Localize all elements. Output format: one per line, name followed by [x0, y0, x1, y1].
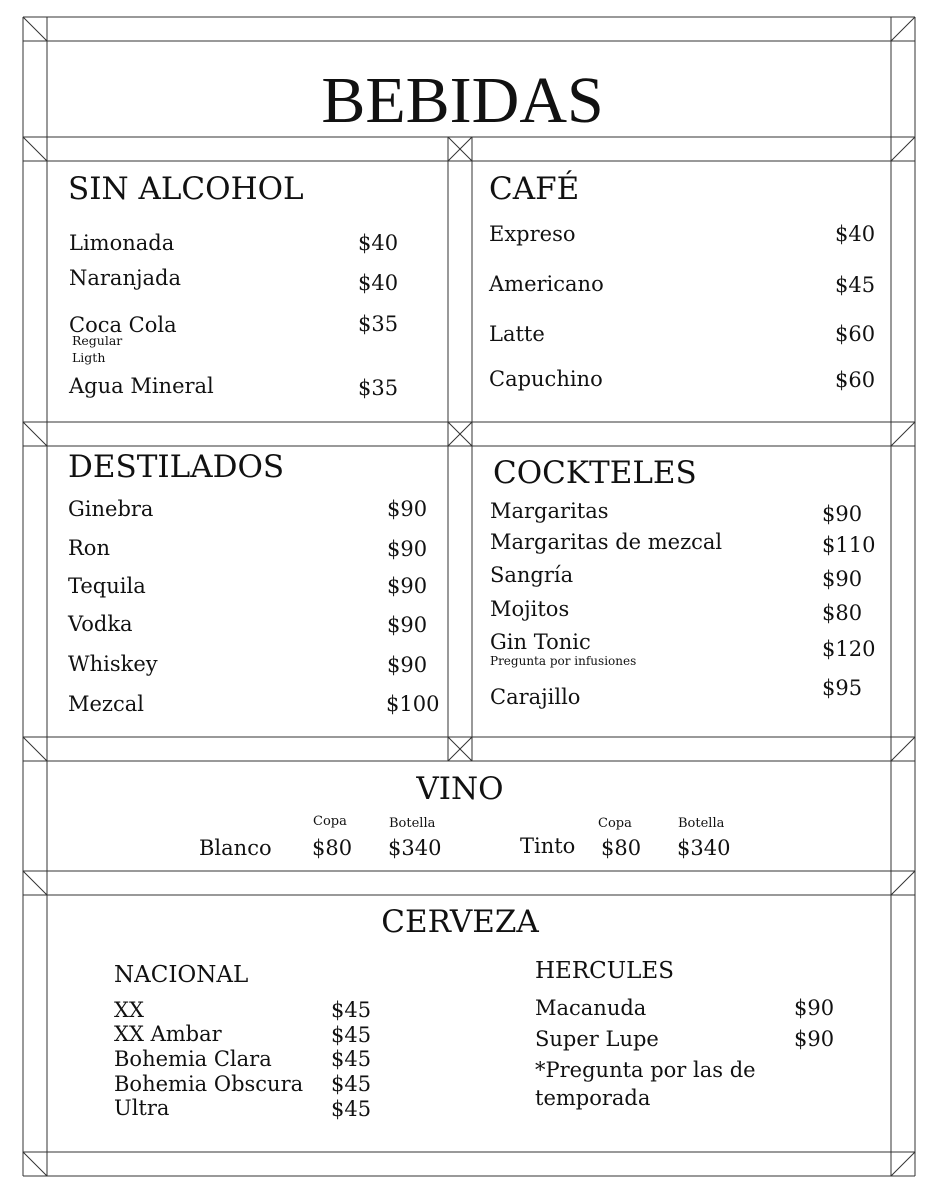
- menu-item-price: $120: [822, 637, 876, 661]
- menu-item-price: $45: [331, 1047, 372, 1071]
- menu-item-name: Expreso: [489, 222, 576, 246]
- menu-item-price: $90: [794, 996, 835, 1020]
- section-heading: COCKTELES: [493, 455, 697, 491]
- menu-item-price: $35: [358, 312, 399, 336]
- wine-copa-price: $80: [601, 836, 642, 860]
- section-heading: CAFÉ: [489, 171, 580, 207]
- menu-item-name: Macanuda: [535, 996, 647, 1020]
- botella-label: Botella: [678, 816, 725, 831]
- menu-item-price: $45: [331, 1023, 372, 1047]
- menu-item-price: $90: [822, 567, 863, 591]
- menu-item-price: $95: [822, 676, 863, 700]
- section-heading: SIN ALCOHOL: [68, 171, 304, 207]
- menu-item-name: Ginebra: [68, 497, 154, 521]
- wine-name: Tinto: [520, 834, 576, 858]
- menu-item-name: Sangría: [490, 563, 574, 587]
- menu-item-price: $35: [358, 376, 399, 400]
- menu-item-name: Gin Tonic: [490, 630, 591, 654]
- menu-item-price: $90: [822, 502, 863, 526]
- menu-item-name: Bohemia Clara: [114, 1047, 272, 1071]
- menu-item-name: Mojitos: [490, 597, 570, 621]
- copa-label: Copa: [598, 816, 632, 831]
- subsection-heading: NACIONAL: [114, 962, 249, 988]
- menu-item-name: Capuchino: [489, 367, 603, 391]
- menu-item-name: XX Ambar: [114, 1022, 222, 1046]
- menu-item-price: $45: [331, 1072, 372, 1096]
- menu-item-price: $90: [387, 497, 428, 521]
- menu-item-note: Pregunta por infusiones: [490, 654, 637, 668]
- menu-item-name: Latte: [489, 322, 545, 346]
- menu-item-name: Vodka: [68, 612, 133, 636]
- menu-item-price: $40: [835, 222, 876, 246]
- menu-item-name: Margaritas de mezcal: [490, 530, 723, 554]
- menu-item-sub: Regular: [72, 333, 123, 348]
- menu-item-name: Agua Mineral: [69, 374, 214, 398]
- menu-item-name: Margaritas: [490, 499, 609, 523]
- menu-item-price: $60: [835, 322, 876, 346]
- subsection-heading: HERCULES: [535, 958, 674, 984]
- section-heading: CERVEZA: [381, 904, 539, 940]
- menu-item-price: $40: [358, 271, 399, 295]
- menu-item-price: $110: [822, 533, 876, 557]
- menu-item-price: $45: [331, 998, 372, 1022]
- menu-item-price: $45: [835, 273, 876, 297]
- wine-copa-price: $80: [312, 836, 353, 860]
- menu-item-price: $60: [835, 368, 876, 392]
- menu-item-name: Naranjada: [69, 266, 181, 290]
- section-heading: DESTILADOS: [68, 449, 285, 485]
- menu-item-sub: Ligth: [72, 350, 106, 365]
- menu-item-name: Ultra: [114, 1096, 170, 1120]
- menu-item-name: Limonada: [69, 231, 175, 255]
- menu-item-name: Whiskey: [68, 652, 158, 676]
- menu-item-price: $90: [387, 653, 428, 677]
- menu-item-price: $80: [822, 601, 863, 625]
- seasonal-note: temporada: [535, 1086, 651, 1110]
- menu-item-price: $45: [331, 1097, 372, 1121]
- menu-item-name: Tequila: [68, 574, 146, 598]
- wine-botella-price: $340: [388, 836, 442, 860]
- wine-name: Blanco: [199, 836, 272, 860]
- copa-label: Copa: [313, 814, 347, 829]
- page-title: BEBIDAS: [321, 64, 604, 137]
- menu-item-price: $90: [794, 1027, 835, 1051]
- menu-item-name: XX: [114, 998, 144, 1022]
- menu-item-name: Mezcal: [68, 692, 144, 716]
- menu-item-name: Ron: [68, 536, 110, 560]
- menu-item-name: Bohemia Obscura: [114, 1072, 304, 1096]
- menu-item-name: Americano: [489, 272, 604, 296]
- menu-item-price: $100: [386, 692, 440, 716]
- menu-item-name: Super Lupe: [535, 1027, 659, 1051]
- botella-label: Botella: [389, 816, 436, 831]
- seasonal-note: *Pregunta por las de: [535, 1058, 756, 1082]
- menu-item-name: Coca Cola: [69, 313, 177, 337]
- section-heading: VINO: [416, 771, 504, 807]
- menu-item-price: $90: [387, 613, 428, 637]
- wine-botella-price: $340: [677, 836, 731, 860]
- menu-item-price: $40: [358, 231, 399, 255]
- menu-item-price: $90: [387, 574, 428, 598]
- menu-item-name: Carajillo: [490, 685, 581, 709]
- menu-item-price: $90: [387, 537, 428, 561]
